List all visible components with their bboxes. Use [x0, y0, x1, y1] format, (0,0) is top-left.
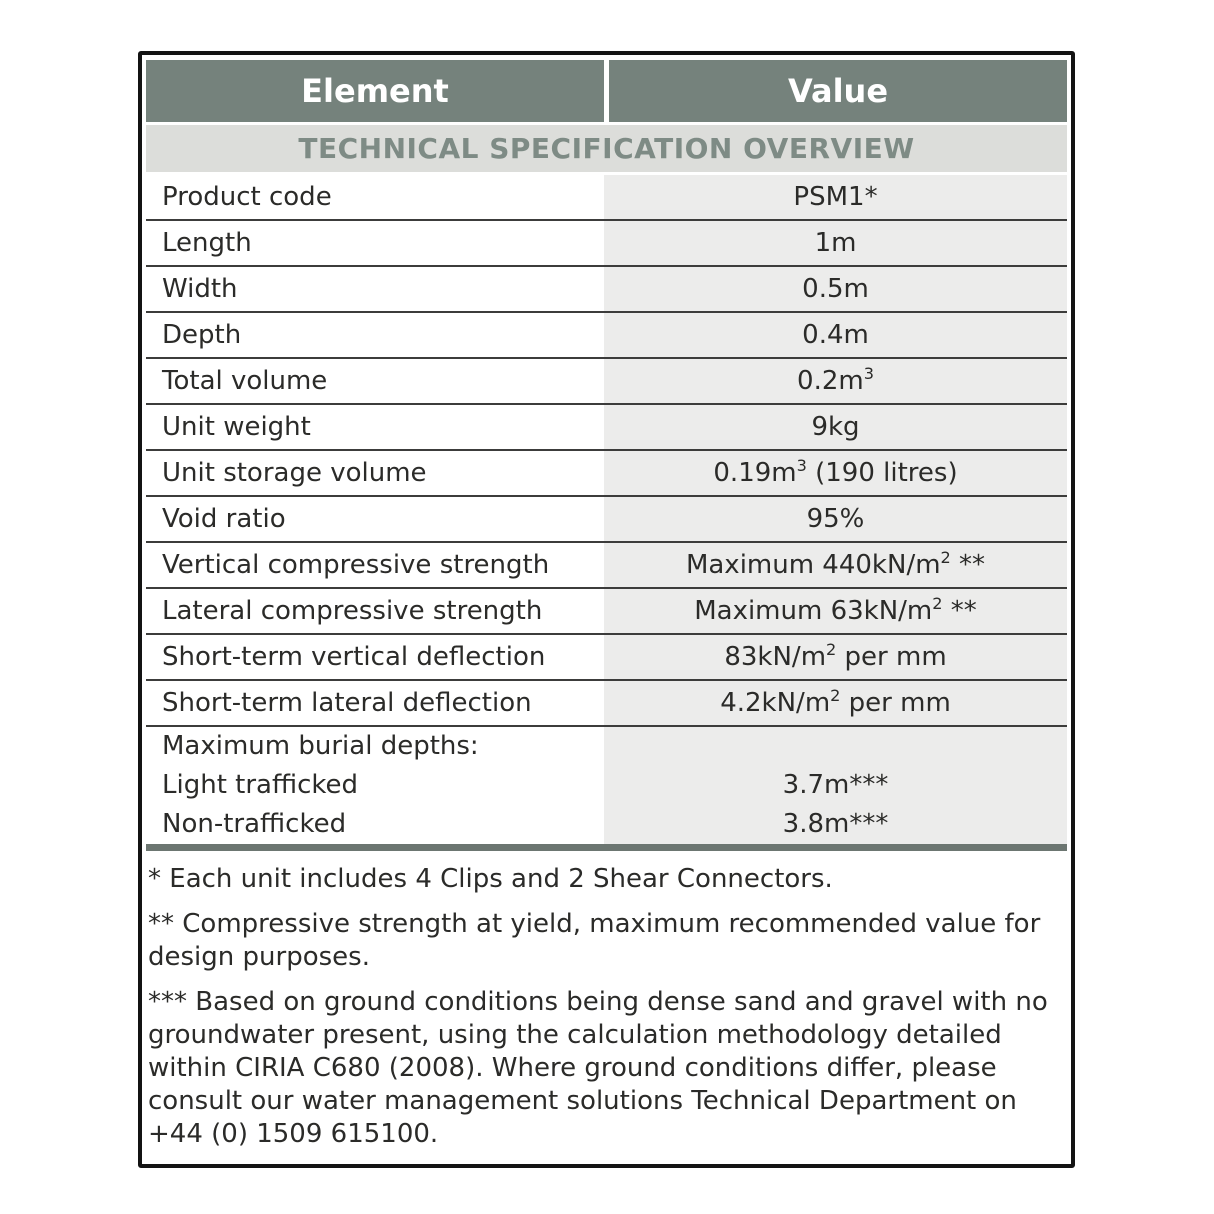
- table-row: [146, 175, 1067, 219]
- table-subheader: TECHNICAL SPECIFICATION OVERVIEW: [146, 125, 1067, 172]
- spec-value: [604, 405, 1067, 449]
- burial-values: [604, 727, 1067, 844]
- value-text: PSM1*: [793, 182, 878, 212]
- value-text: Maximum 440kN/m: [685, 550, 941, 580]
- table-row: [146, 265, 1067, 311]
- spec-value: [604, 497, 1067, 541]
- spec-value: 3.7m***: [782, 770, 889, 800]
- value-text: 95%: [806, 504, 865, 534]
- spec-label: Vertical compressive strength: [146, 543, 604, 587]
- spec-value: Maximum 440kN/m $^2$ **: [604, 543, 1067, 587]
- spec-label: Unit storage volume: [146, 451, 604, 495]
- table-row: [146, 219, 1067, 265]
- value-text: per mm: [840, 688, 951, 718]
- spec-value: [604, 175, 1067, 219]
- spec-label: Product code: [146, 175, 604, 219]
- value-text: Maximum 63kN/m: [694, 596, 933, 626]
- table-row: [146, 449, 1067, 495]
- table-row: [146, 587, 1067, 633]
- spec-label: Light trafficked: [162, 770, 359, 800]
- footnote-burial-conditions: *** Based on ground conditions being dense sand and gravel with no groundwater present, using the calculation methodology detailed within CIRIA C680 (2008). Where ground conditions differ, please consult our water management solutions Technical Department on +44 (0) 1509 615100.: [148, 987, 1048, 1149]
- table-row: [146, 311, 1067, 357]
- value-text: 1m: [814, 228, 857, 258]
- value-text: **: [942, 596, 977, 626]
- value-text: 0.5m: [802, 274, 869, 304]
- footnote-clips: * Each unit includes 4 Clips and 2 Shear Connectors.: [148, 864, 833, 894]
- spec-value: [604, 727, 1067, 766]
- spec-label: Depth: [146, 313, 604, 357]
- spec-label: Length: [146, 221, 604, 265]
- spec-value: 0.19m $^3$ (190 litres): [604, 451, 1067, 495]
- value-text: per mm: [836, 642, 947, 672]
- spec-label: Maximum burial depths:: [162, 731, 479, 761]
- spec-value: 83kN/m $^2$ per mm: [604, 635, 1067, 679]
- spec-value: 4.2kN/m $^2$ per mm: [604, 681, 1067, 725]
- spec-label: Width: [146, 267, 604, 311]
- table-row: [146, 633, 1067, 679]
- burial-depths-block: [146, 725, 1067, 851]
- value-text: 0.2m: [797, 366, 864, 396]
- spec-value: [604, 267, 1067, 311]
- table-row: [146, 357, 1067, 403]
- value-text: 0.4m: [802, 320, 869, 350]
- burial-labels: [146, 727, 604, 844]
- spec-value: 0.2m $^3$: [604, 359, 1067, 403]
- spec-value: Maximum 63kN/m $^2$ **: [604, 589, 1067, 633]
- spec-label: Unit weight: [146, 405, 604, 449]
- value-text: 9kg: [811, 412, 860, 442]
- spec-value: [604, 313, 1067, 357]
- spec-label: Void ratio: [146, 497, 604, 541]
- value-text: **: [950, 550, 986, 580]
- value-text: 0.19m: [713, 458, 797, 488]
- spec-value: 3.8m***: [782, 809, 889, 839]
- table-row: [146, 403, 1067, 449]
- spec-label: Lateral compressive strength: [146, 589, 604, 633]
- table-header-row: [146, 60, 1067, 122]
- spec-label: Total volume: [146, 359, 604, 403]
- table-row: [146, 679, 1067, 725]
- table-row: [146, 495, 1067, 541]
- spec-value: [604, 221, 1067, 265]
- value-text: 83kN/m: [724, 642, 827, 672]
- spec-table-frame: [138, 51, 1075, 1168]
- footnote-compressive-strength: ** Compressive strength at yield, maximum recommended value for design purposes.: [148, 909, 1041, 972]
- header-cell-element: Element: [146, 60, 604, 122]
- header-cell-value: Value: [609, 60, 1067, 122]
- value-text: (190 litres): [806, 458, 958, 488]
- spec-label: Short-term lateral deflection: [146, 681, 604, 725]
- spec-label: Short-term vertical deflection: [146, 635, 604, 679]
- value-text: 4.2kN/m: [720, 688, 831, 718]
- table-row: [146, 541, 1067, 587]
- spec-label: Non-trafficked: [162, 809, 347, 839]
